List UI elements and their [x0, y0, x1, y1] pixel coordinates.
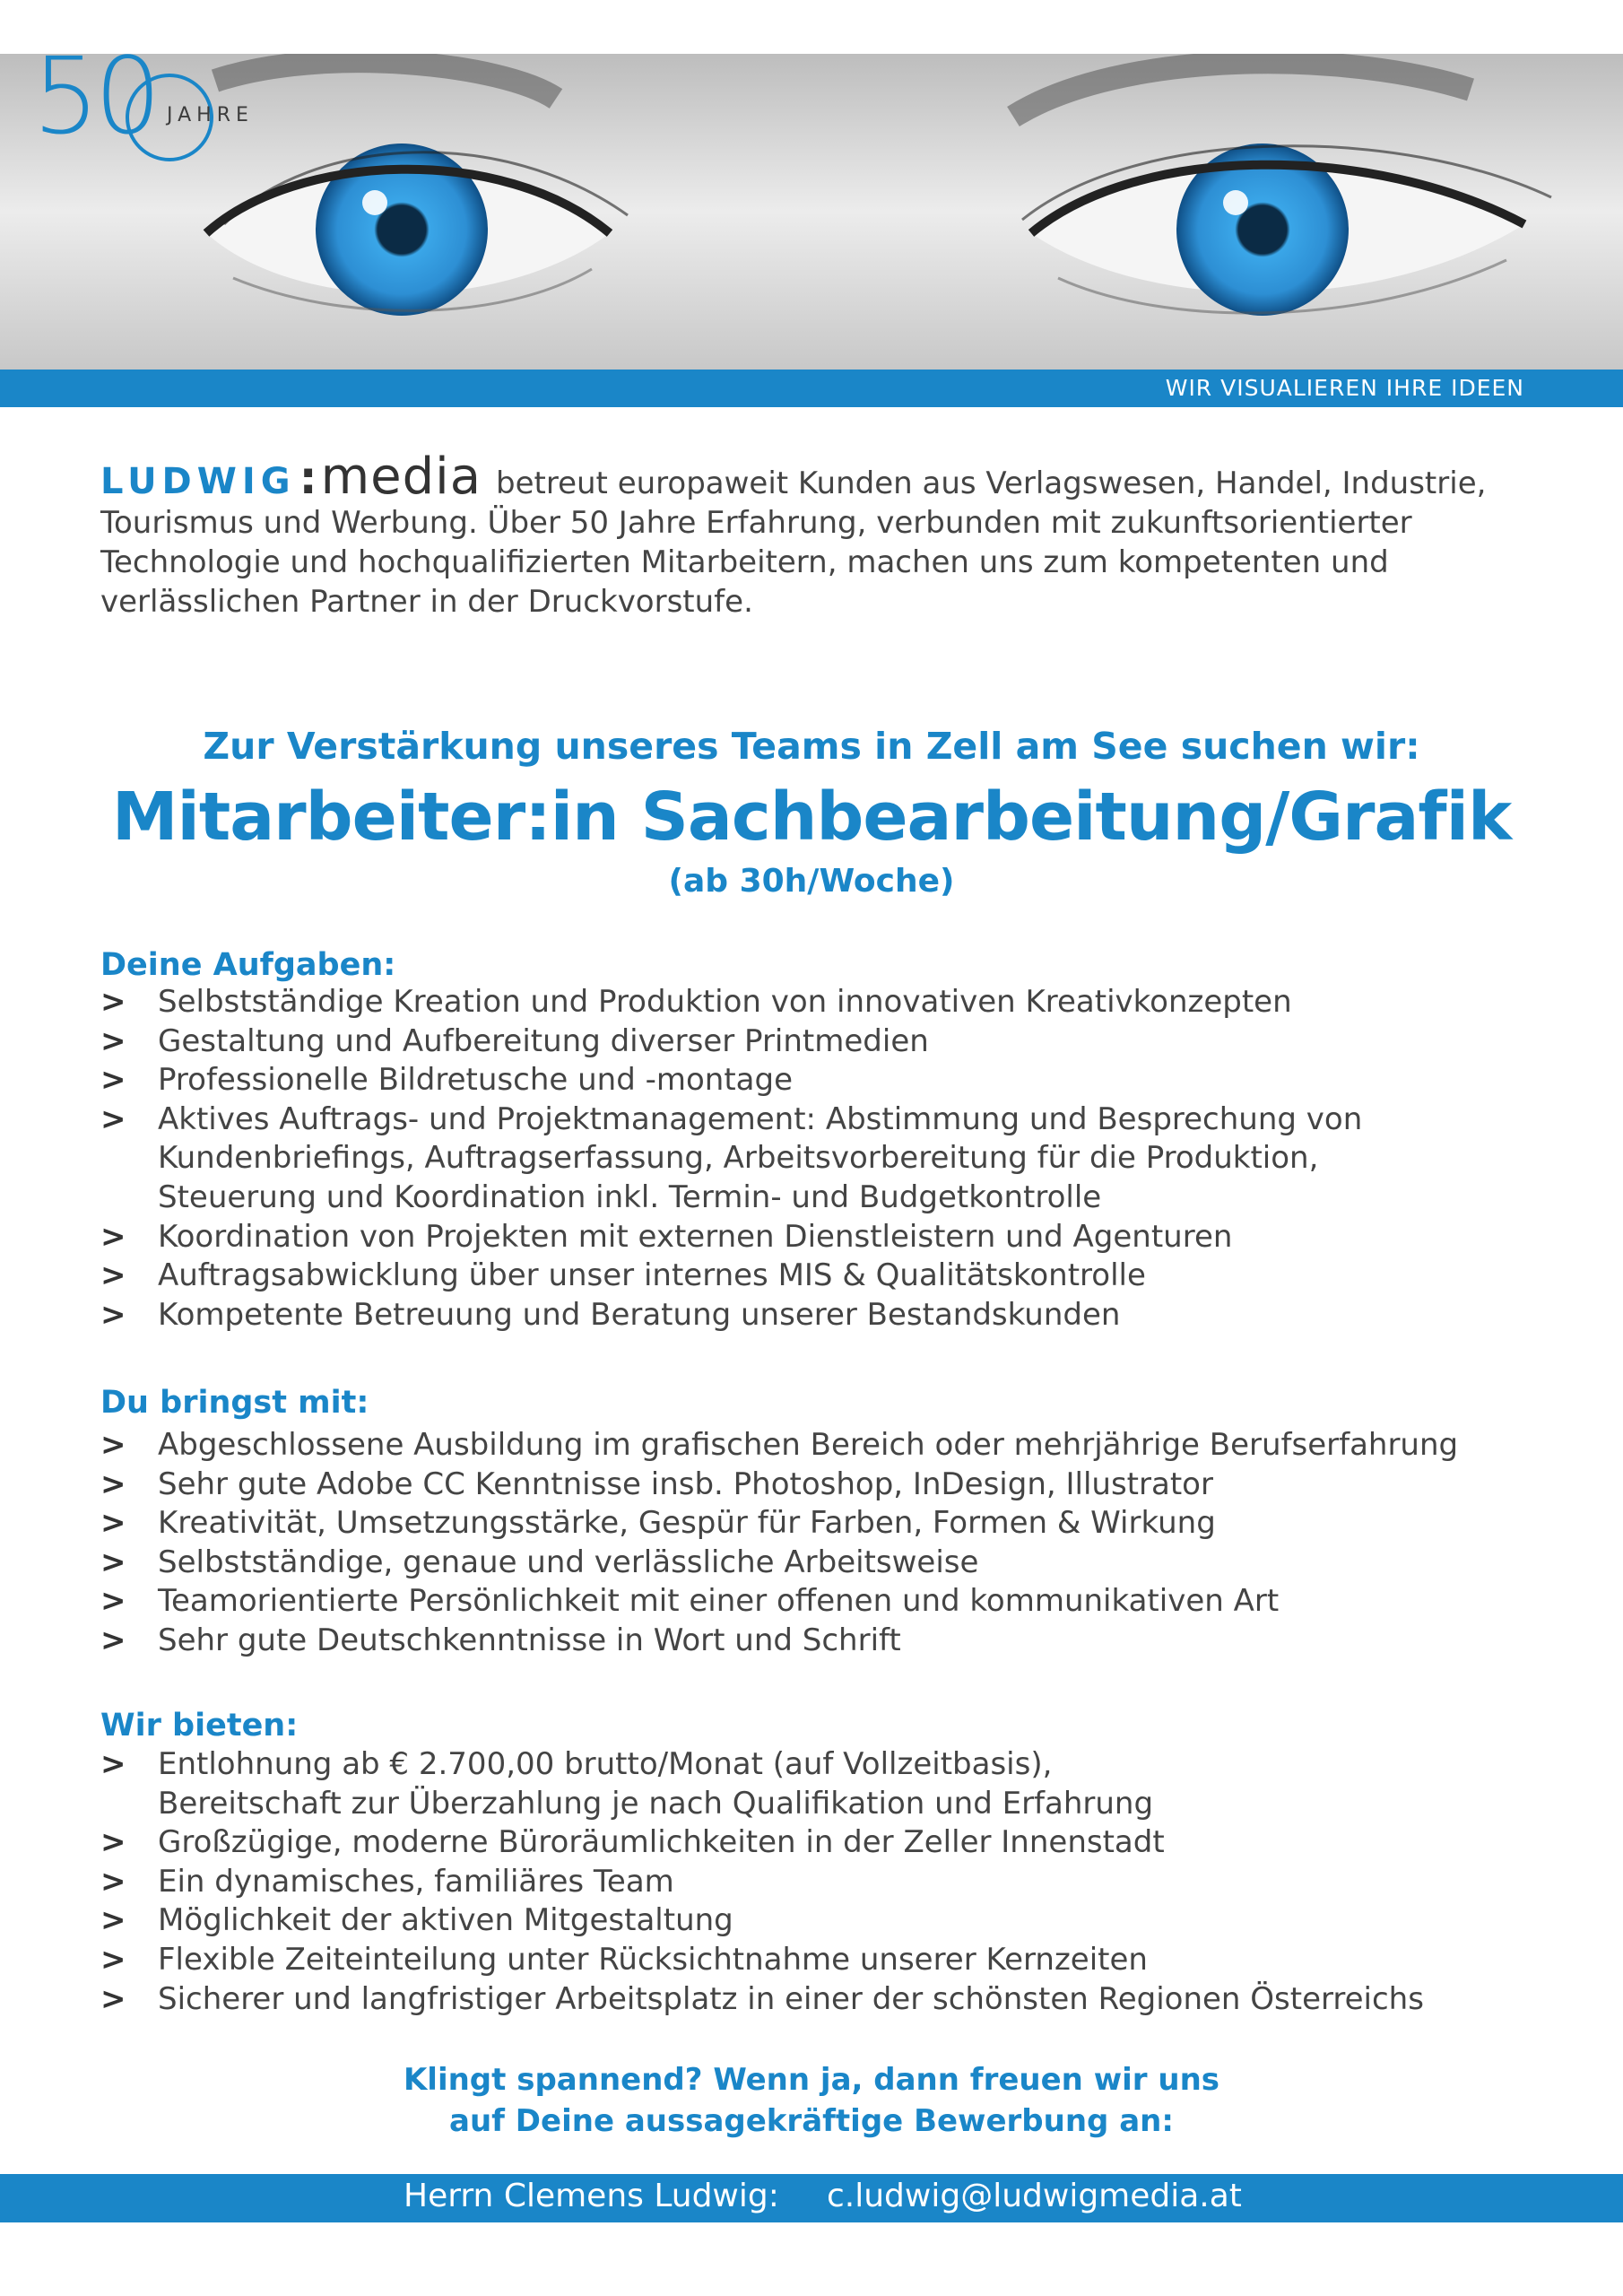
list-item: > Entlohnung ab € 2.700,00 brutto/Monat (auf Vollzeitbasis), Bereitschaft zur Überzahlung je nach Qualifikation und Erfahrung [100, 1746, 1154, 1822]
cta-line-1: Klingt spannend? Wenn ja, dann freuen wir uns [403, 2062, 1220, 2098]
contact-name: Herrn Clemens Ludwig: [404, 2178, 779, 2214]
section-heading-requirements: Du bringst mit: [100, 1385, 369, 1421]
list-tasks [100, 983, 1571, 1335]
list-item: > Möglichkeit der aktiven Mitgestaltung [100, 1901, 1571, 1941]
list-item: > Gestaltung und Aufbereitung diverser Printmedien [100, 1022, 1571, 1062]
list-item: > Teamorientierte Persönlichkeit mit einer offenen und kommunikativen Art [100, 1582, 1571, 1622]
bullet-arrow: > [100, 1583, 126, 1620]
intro-paragraph [100, 448, 1535, 622]
job-title: Mitarbeiter:in Sachbearbeitung/Grafik [111, 778, 1512, 856]
bullet-arrow: > [100, 1257, 126, 1294]
list-offer [100, 1745, 1571, 2019]
bullet-arrow: > [100, 1902, 126, 1939]
list-item: > Sehr gute Adobe CC Kenntnisse insb. Photoshop, InDesign, Illustrator [100, 1465, 1571, 1505]
contact-email-link[interactable]: c.ludwig@ludwigmedia.at [827, 2178, 1242, 2214]
bullet-arrow: > [100, 1218, 126, 1255]
bullet-arrow: > [100, 1746, 126, 1782]
badge-label: JAHRE [167, 104, 254, 126]
list-item: > Flexible Zeiteinteilung unter Rücksichtnahme unserer Kernzeiten [100, 1941, 1571, 1980]
brand-logo-part2: media [320, 448, 482, 506]
brand-logo-part1: LUDWIG [100, 461, 296, 502]
intro-text: betreut europaweit Kunden aus Verlagswesen, Handel, Industrie, Tourismus und Werbung. Über 50 Jahre Erfahrung, verbunden mit zukunftsorientierter Technologie und hochqualifizierten Mitarbeitern, machen uns zum kompetenten und verlässlichen Partner in der Druckvorstufe. [100, 465, 1487, 620]
list-item: > Auftragsabwicklung über unser internes MIS & Qualitätskontrolle [100, 1257, 1571, 1296]
lead-heading: Zur Verstärkung unseres Teams in Zell am See suchen wir: [203, 725, 1420, 768]
bullet-arrow: > [100, 1941, 126, 1978]
anniversary-badge [32, 34, 265, 163]
list-item: > Aktives Auftrags- und Projektmanagement: Abstimmung und Besprechung von Kundenbriefings, Auftragserfassung, Arbeitsvorbereitung für die Produktion, Steuerung und Koordination inkl. Termin- und Budgetkontrolle [100, 1100, 1363, 1215]
list-item: > Abgeschlossene Ausbildung im grafischen Bereich oder mehrjährige Berufserfahrung [100, 1426, 1571, 1465]
badge-number: 50 [32, 34, 157, 158]
list-item: > Selbstständige, genaue und verlässliche Arbeitsweise [100, 1544, 1571, 1583]
list-item: > Sicherer und langfristiger Arbeitsplatz in einer der schönsten Regionen Österreichs [100, 1980, 1571, 2020]
list-item: > Großzügige, moderne Büroräumlichkeiten in der Zeller Innenstadt [100, 1823, 1571, 1863]
section-heading-offer: Wir bieten: [100, 1708, 299, 1744]
list-item: > Kreativität, Umsetzungsstärke, Gespür für Farben, Formen & Wirkung [100, 1504, 1571, 1544]
section-heading-tasks: Deine Aufgaben: [100, 947, 396, 983]
bullet-arrow: > [100, 1465, 126, 1502]
list-item: > Selbstständige Kreation und Produktion von innovativen Kreativkonzepten [100, 983, 1571, 1022]
bullet-arrow: > [100, 1622, 126, 1658]
job-hours: (ab 30h/Woche) [668, 863, 955, 900]
bottom-blue-band [0, 2174, 1623, 2222]
bullet-arrow: > [100, 1062, 126, 1099]
list-item: > Sehr gute Deutschkenntnisse in Wort und Schrift [100, 1622, 1571, 1661]
slogan: WIR VISUALIEREN IHRE IDEEN [1165, 375, 1524, 401]
cta-line-2: auf Deine aussagekräftige Bewerbung an: [449, 2103, 1174, 2139]
list-requirements [100, 1426, 1571, 1661]
brand-logo [100, 448, 482, 506]
list-item: > Ein dynamisches, familiäres Team [100, 1863, 1571, 1902]
bullet-arrow: > [100, 1022, 126, 1059]
bullet-arrow: > [100, 1100, 126, 1137]
brand-logo-separator: : [299, 452, 317, 504]
bullet-arrow: > [100, 1427, 126, 1463]
list-item: > Professionelle Bildretusche und -montage [100, 1061, 1571, 1100]
bullet-arrow: > [100, 1296, 126, 1333]
bullet-arrow: > [100, 1505, 126, 1542]
list-item: > Koordination von Projekten mit externen Dienstleistern und Agenturen [100, 1218, 1571, 1257]
bullet-arrow: > [100, 1544, 126, 1580]
bullet-arrow: > [100, 984, 126, 1020]
call-to-action [0, 2059, 1623, 2142]
list-item: > Kompetente Betreuung und Beratung unserer Bestandskunden [100, 1296, 1571, 1335]
bullet-arrow: > [100, 1980, 126, 2017]
bullet-arrow: > [100, 1824, 126, 1861]
bullet-arrow: > [100, 1863, 126, 1900]
